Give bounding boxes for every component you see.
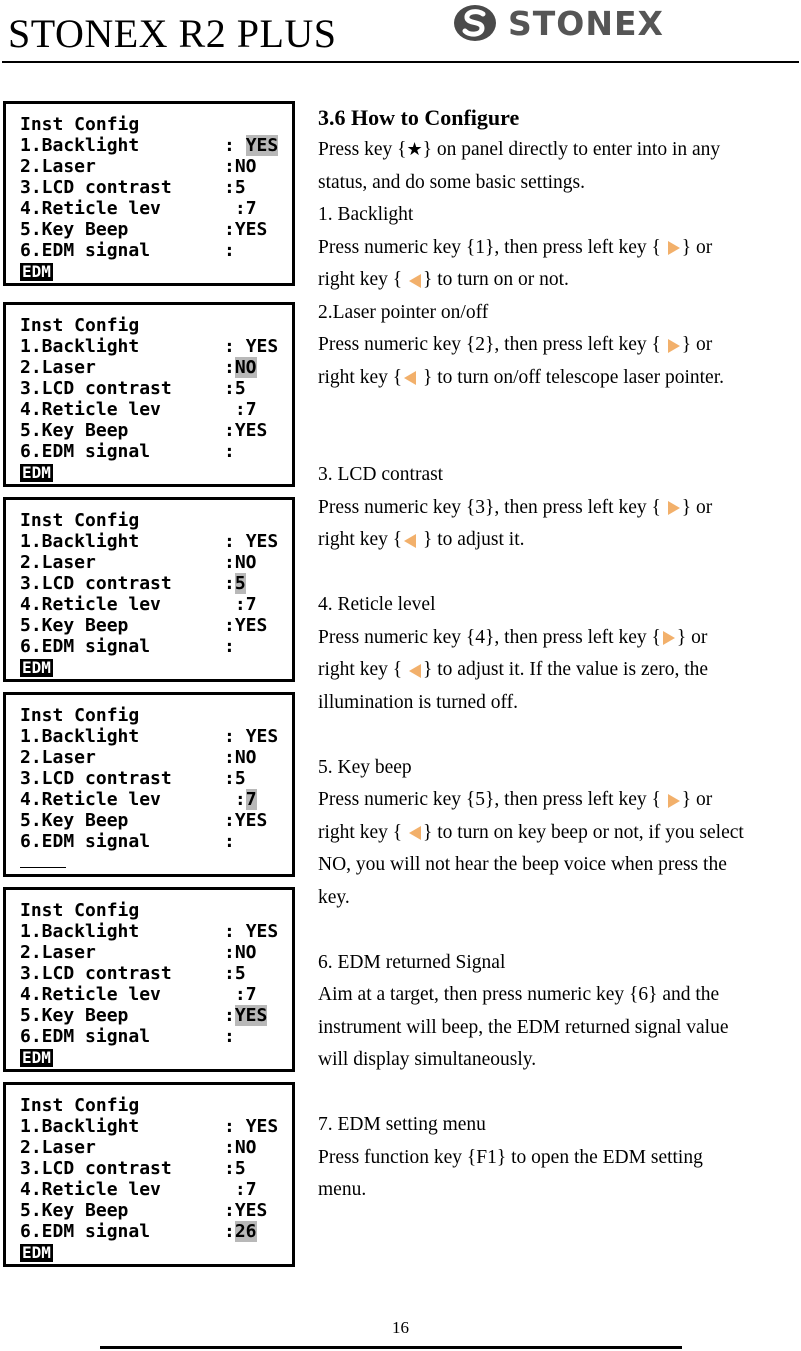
- left-arrow-icon: [409, 664, 421, 678]
- left-arrow-icon: [409, 826, 421, 840]
- lcd-row-label: 6.EDM signal: [20, 831, 151, 852]
- lcd-row: [20, 810, 278, 831]
- lcd-row-sep: :: [224, 240, 235, 261]
- lcd-row: [20, 1158, 278, 1179]
- lcd-row-sep: :: [224, 441, 235, 462]
- item-line: instrument will beep, the EDM returned signal value: [318, 1016, 729, 1038]
- lcd-row-label: 6.EDM signal: [20, 441, 151, 462]
- lcd-row: [20, 378, 278, 399]
- right-arrow-icon: [668, 339, 680, 353]
- lcd-lines: [20, 1095, 278, 1263]
- lcd-screen: [3, 1082, 295, 1267]
- item-title: 1. Backlight: [318, 204, 414, 225]
- lcd-row-value: 5: [234, 573, 246, 594]
- lcd-title: Inst Config: [20, 114, 140, 135]
- lcd-row-sep: :: [224, 552, 235, 573]
- lcd-row: [20, 420, 278, 441]
- lcd-screen: [3, 887, 295, 1072]
- lcd-row: [20, 399, 278, 420]
- lcd-row-sep: :: [224, 1005, 235, 1026]
- edm-softkey: EDM: [22, 1243, 51, 1262]
- lcd-row-label: 1.Backlight: [20, 336, 140, 357]
- lcd-row-value: 7: [245, 1179, 257, 1200]
- spacer: [318, 719, 798, 752]
- lcd-row: [20, 984, 278, 1005]
- lcd-lines: [20, 315, 278, 483]
- header-rule: [2, 61, 799, 63]
- lcd-row-value: 7: [245, 789, 257, 810]
- edm-softkey: EDM: [22, 463, 51, 482]
- item-title: 5. Key beep: [318, 756, 412, 778]
- lcd-row-label: 4.Reticle lev: [20, 198, 161, 219]
- lcd-row-sep: :: [224, 963, 235, 984]
- lcd-row: [20, 531, 278, 552]
- stonex-s-icon: [452, 3, 498, 43]
- lcd-row: [20, 831, 278, 852]
- lcd-row: [20, 921, 278, 942]
- lcd-row-value: 5: [234, 177, 246, 198]
- spacer: [318, 914, 798, 947]
- lcd-row-sep: :: [224, 984, 246, 1005]
- lcd-row: [20, 789, 278, 810]
- lcd-row: [20, 615, 278, 636]
- lcd-row-sep: :: [224, 1116, 246, 1137]
- lcd-row-value: 26: [234, 1221, 257, 1242]
- lcd-row-value: 7: [245, 594, 257, 615]
- lcd-row-label: 6.EDM signal: [20, 240, 151, 261]
- lcd-row-label: 3.LCD contrast: [20, 768, 172, 789]
- left-arrow-icon: [404, 371, 416, 385]
- lcd-row: [20, 219, 278, 240]
- lcd-row-label: 1.Backlight: [20, 135, 140, 156]
- lcd-screen: [3, 302, 295, 487]
- lcd-lines: [20, 114, 278, 282]
- item-line: Press numeric key {1}, then press left key { } or: [318, 236, 713, 258]
- lcd-row-sep: :: [224, 156, 235, 177]
- lcd-row-value: 7: [245, 198, 257, 219]
- item-line: right key { } to adjust it.: [318, 529, 525, 550]
- item-line: Press numeric key {2}, then press left key { } or: [318, 334, 713, 355]
- lcd-row-sep: :: [224, 1221, 235, 1242]
- lcd-row-sep: :: [224, 942, 235, 963]
- lcd-row-sep: :: [224, 594, 246, 615]
- item-title: 3. LCD contrast: [318, 464, 444, 485]
- lcd-row-label: 2.Laser: [20, 357, 96, 378]
- section-intro: [318, 134, 798, 199]
- left-arrow-icon: [404, 534, 416, 548]
- lcd-row-label: 6.EDM signal: [20, 1026, 151, 1047]
- lcd-row-value: YES: [245, 336, 279, 357]
- right-arrow-icon: [663, 631, 675, 645]
- lcd-row-sep: :: [224, 1026, 235, 1047]
- lcd-row-label: 6.EDM signal: [20, 1221, 151, 1242]
- lcd-row: [20, 552, 278, 573]
- item-line: Press numeric key {5}, then press left key { } or: [318, 789, 713, 810]
- spacer: [318, 427, 798, 460]
- lcd-row-label: 1.Backlight: [20, 726, 140, 747]
- lcd-row-value: YES: [245, 726, 279, 747]
- lcd-row-value: YES: [234, 1005, 268, 1026]
- lcd-row-value: 5: [234, 1158, 246, 1179]
- lcd-row-sep: :: [224, 1200, 235, 1221]
- spacer: [318, 394, 798, 427]
- lcd-row-label: 4.Reticle lev: [20, 1179, 161, 1200]
- lcd-row-sep: :: [224, 831, 235, 852]
- lcd-row: [20, 573, 278, 594]
- lcd-title: Inst Config: [20, 900, 140, 921]
- edm-softkey: [20, 855, 66, 868]
- item-title: 2.Laser pointer on/off: [318, 301, 489, 323]
- left-arrow-icon: [409, 274, 421, 288]
- lcd-row-sep: :: [224, 726, 246, 747]
- lcd-row-sep: :: [224, 1158, 235, 1179]
- config-items: [318, 199, 798, 1207]
- lcd-row: [20, 1005, 278, 1026]
- lcd-row-label: 4.Reticle lev: [20, 594, 161, 615]
- edm-softkey: EDM: [22, 1048, 51, 1067]
- lcd-row: [20, 1200, 278, 1221]
- lcd-row: [20, 1137, 278, 1158]
- lcd-row-label: 5.Key Beep: [20, 1200, 129, 1221]
- edm-softkey: EDM: [22, 262, 51, 281]
- lcd-row: [20, 1221, 278, 1242]
- lcd-row-value: YES: [234, 420, 268, 441]
- footer-rule: [100, 1346, 682, 1349]
- lcd-lines: [20, 705, 278, 873]
- lcd-row-label: 1.Backlight: [20, 921, 140, 942]
- lcd-row-label: 4.Reticle lev: [20, 789, 161, 810]
- lcd-row-label: 1.Backlight: [20, 531, 140, 552]
- lcd-row-sep: :: [224, 399, 246, 420]
- lcd-row-value: NO: [234, 747, 257, 768]
- lcd-row-sep: :: [224, 357, 235, 378]
- lcd-row: [20, 135, 278, 156]
- lcd-row-label: 3.LCD contrast: [20, 378, 172, 399]
- star-icon: ★: [406, 139, 423, 160]
- spacer: [318, 1077, 798, 1110]
- lcd-row-value: NO: [234, 156, 257, 177]
- lcd-row: [20, 240, 278, 261]
- stonex-logo: [452, 0, 664, 46]
- lcd-row-label: 3.LCD contrast: [20, 963, 172, 984]
- lcd-softkey-row: [20, 1047, 278, 1068]
- lcd-row-sep: :: [224, 135, 246, 156]
- item-line: key.: [318, 886, 350, 908]
- item-line: illumination is turned off.: [318, 691, 519, 713]
- lcd-row-value: YES: [234, 810, 268, 831]
- section-heading: 3.6 How to Configure: [318, 105, 520, 130]
- lcd-row: [20, 156, 278, 177]
- lcd-row-sep: :: [224, 177, 235, 198]
- intro-line: status, and do some basic settings.: [318, 171, 586, 193]
- lcd-row-label: 5.Key Beep: [20, 1005, 129, 1026]
- lcd-row-label: 4.Reticle lev: [20, 399, 161, 420]
- lcd-row-sep: :: [224, 768, 235, 789]
- lcd-row-sep: :: [224, 1137, 235, 1158]
- lcd-row-sep: :: [224, 573, 235, 594]
- lcd-row-value: YES: [245, 135, 279, 156]
- lcd-row: [20, 177, 278, 198]
- lcd-row-sep: :: [224, 198, 246, 219]
- item-title: 4. Reticle level: [318, 594, 436, 615]
- lcd-title: Inst Config: [20, 510, 140, 531]
- lcd-row: [20, 336, 278, 357]
- lcd-row: [20, 747, 278, 768]
- lcd-row-label: 6.EDM signal: [20, 636, 151, 657]
- lcd-row-sep: :: [224, 1179, 246, 1200]
- lcd-softkey-row: [20, 852, 278, 873]
- item-line: Aim at a target, then press numeric key {6} and the: [318, 984, 720, 1005]
- item-line: Press numeric key {4}, then press left key { } or: [318, 626, 708, 648]
- lcd-row-sep: :: [224, 615, 235, 636]
- lcd-row-value: YES: [234, 219, 268, 240]
- item-line: will display simultaneously.: [318, 1049, 537, 1070]
- lcd-row-label: 5.Key Beep: [20, 219, 129, 240]
- lcd-row: [20, 198, 278, 219]
- lcd-softkey-row: [20, 462, 278, 483]
- item-line: Press function key {F1} to open the EDM setting: [318, 1146, 703, 1168]
- lcd-row: [20, 594, 278, 615]
- item-line: right key { } to turn on/off telescope laser pointer.: [318, 366, 724, 388]
- lcd-row: [20, 441, 278, 462]
- lcd-row-value: YES: [245, 1116, 279, 1137]
- lcd-row-value: 7: [245, 399, 257, 420]
- lcd-row-label: 2.Laser: [20, 156, 96, 177]
- lcd-row-value: NO: [234, 1137, 257, 1158]
- lcd-row-label: 3.LCD contrast: [20, 177, 172, 198]
- lcd-screen: [3, 692, 295, 877]
- lcd-row-value: NO: [234, 552, 257, 573]
- lcd-row-value: YES: [245, 921, 279, 942]
- lcd-row: [20, 1026, 278, 1047]
- lcd-row-value: YES: [234, 1200, 268, 1221]
- lcd-row: [20, 726, 278, 747]
- lcd-row-label: 2.Laser: [20, 942, 96, 963]
- lcd-row-sep: :: [224, 378, 235, 399]
- lcd-row: [20, 357, 278, 378]
- lcd-row: [20, 942, 278, 963]
- lcd-row-label: 2.Laser: [20, 747, 96, 768]
- lcd-row-sep: :: [224, 921, 246, 942]
- lcd-softkey-row: [20, 657, 278, 678]
- item-title: 6. EDM returned Signal: [318, 951, 506, 973]
- lcd-row-sep: :: [224, 789, 246, 810]
- lcd-row-label: 1.Backlight: [20, 1116, 140, 1137]
- item-line: right key { } to adjust it. If the value is zero, the: [318, 659, 709, 680]
- edm-softkey: EDM: [22, 658, 51, 677]
- lcd-row: [20, 1116, 278, 1137]
- lcd-lines: [20, 900, 278, 1068]
- item-line: Press numeric key {3}, then press left key { } or: [318, 496, 713, 518]
- lcd-row-value: 5: [234, 378, 246, 399]
- right-arrow-icon: [668, 794, 680, 808]
- lcd-row-label: 5.Key Beep: [20, 810, 129, 831]
- lcd-row: [20, 1179, 278, 1200]
- item-title: 7. EDM setting menu: [318, 1114, 486, 1135]
- lcd-row-label: 2.Laser: [20, 552, 96, 573]
- lcd-row-label: 4.Reticle lev: [20, 984, 161, 1005]
- lcd-lines: [20, 510, 278, 678]
- lcd-row-value: NO: [234, 942, 257, 963]
- lcd-row: [20, 636, 278, 657]
- lcd-row: [20, 768, 278, 789]
- lcd-row-value: YES: [234, 615, 268, 636]
- lcd-row-sep: :: [224, 636, 235, 657]
- lcd-row-label: 5.Key Beep: [20, 615, 129, 636]
- lcd-title: Inst Config: [20, 705, 140, 726]
- lcd-row: [20, 963, 278, 984]
- lcd-screen: [3, 101, 295, 286]
- lcd-row-value: 5: [234, 768, 246, 789]
- lcd-softkey-row: [20, 261, 278, 282]
- lcd-row-sep: :: [224, 336, 246, 357]
- lcd-row-label: 2.Laser: [20, 1137, 96, 1158]
- lcd-row-sep: :: [224, 531, 246, 552]
- page-number: 16: [392, 1318, 409, 1337]
- right-arrow-icon: [668, 241, 680, 255]
- lcd-row-value: 7: [245, 984, 257, 1005]
- lcd-row-sep: :: [224, 747, 235, 768]
- intro-line: Press key {★} on panel directly to enter into in any: [318, 139, 721, 160]
- lcd-row-sep: :: [224, 810, 235, 831]
- section-body: [318, 102, 798, 1207]
- lcd-row-label: 3.LCD contrast: [20, 573, 172, 594]
- logo-text: STONEX: [508, 3, 664, 43]
- lcd-title: Inst Config: [20, 315, 140, 336]
- item-line: NO, you will not hear the beep voice when press the: [318, 854, 727, 875]
- item-line: right key { } to turn on or not.: [318, 269, 569, 290]
- spacer: [318, 557, 798, 590]
- lcd-row-value: NO: [234, 357, 257, 378]
- lcd-screen: [3, 497, 295, 682]
- lcd-softkey-row: [20, 1242, 278, 1263]
- item-line: right key { } to turn on key beep or not, if you select: [318, 821, 744, 843]
- lcd-row-value: 5: [234, 963, 246, 984]
- document-title: STONEX R2 PLUS: [8, 11, 337, 56]
- item-line: menu.: [318, 1179, 367, 1200]
- lcd-row-label: 3.LCD contrast: [20, 1158, 172, 1179]
- lcd-row-sep: :: [224, 420, 235, 441]
- lcd-title: Inst Config: [20, 1095, 140, 1116]
- lcd-row-value: YES: [245, 531, 279, 552]
- right-arrow-icon: [668, 501, 680, 515]
- lcd-row-sep: :: [224, 219, 235, 240]
- lcd-row-label: 5.Key Beep: [20, 420, 129, 441]
